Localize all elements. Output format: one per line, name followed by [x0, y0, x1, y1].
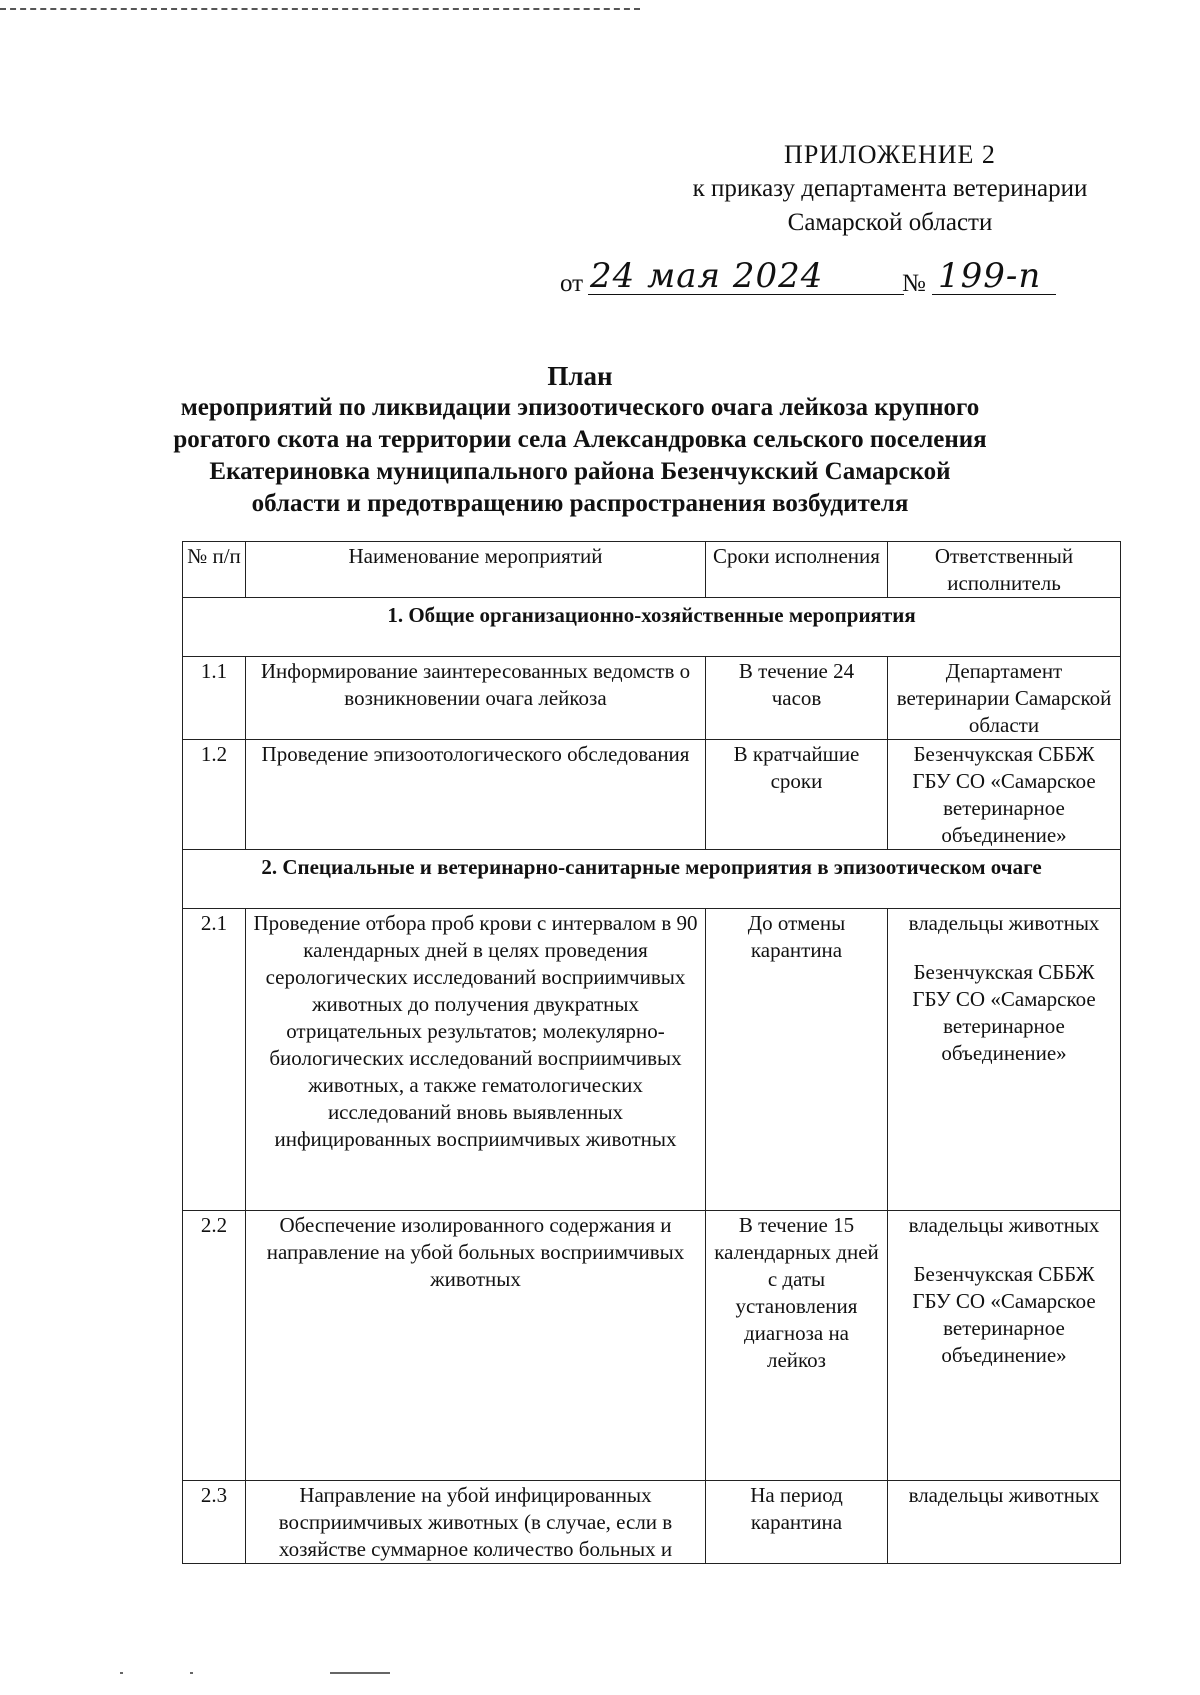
row-name: Обеспечение изолированного содержания и направление на убой больных восприимчивых животных [246, 1211, 706, 1481]
table-row [183, 740, 1121, 850]
plan-title-line-4: области и предотвращению распространения возбудителя [251, 490, 909, 517]
number-label: № [902, 270, 926, 297]
plan-table [182, 541, 1121, 1564]
table-row [183, 909, 1121, 1211]
row-num: 1.1 [183, 657, 246, 740]
date-underline [588, 294, 904, 295]
row-term: В кратчайшие сроки [706, 740, 888, 850]
section-row-2 [183, 850, 1121, 909]
number-underline [932, 294, 1056, 295]
order-date-number-row [560, 256, 1160, 296]
section-2-title: 2. Специальные и ветеринарно-санитарные мероприятия в эпизоотическом очаге [183, 850, 1121, 909]
row-responsible-text: Департамент ветеринарии Самарской области [896, 659, 1112, 737]
row-responsible-text: владельцы животных [908, 911, 1100, 935]
row-responsible-text-2: Безенчукская СББЖ ГБУ СО «Самарское ветеринарное объединение» [912, 960, 1096, 1065]
row-num: 2.2 [183, 1211, 246, 1481]
table-row [183, 657, 1121, 740]
responsible-gap [894, 937, 1114, 959]
row-responsible-text: владельцы животных [908, 1213, 1100, 1237]
row-name: Информирование заинтересованных ведомств о возникновении очага лейкоза [246, 657, 706, 740]
row-responsible [888, 909, 1121, 1211]
row-responsible [888, 740, 1121, 850]
row-num: 2.3 [183, 1481, 246, 1564]
plan-title-block [140, 360, 1020, 520]
header-num: № п/п [183, 542, 246, 598]
handwritten-date: 24 мая 2024 [590, 256, 824, 296]
table-header-row [183, 542, 1121, 598]
row-responsible-text: владельцы животных [908, 1483, 1100, 1507]
row-responsible [888, 1211, 1121, 1481]
table-row [183, 1211, 1121, 1481]
row-term: До отмены карантина [706, 909, 888, 1211]
scan-footer-marks [120, 1668, 440, 1678]
row-name: Проведение отбора проб крови с интервалом в 90 календарных дней в целях проведения серологических исследований восприимчивых животных до получения двукратных отрицательных результатов; молекулярно-биологических исследований восприимчивых животных, а также гематологических исследований вновь выявленных инфицированных восприимчивых животных [246, 909, 706, 1211]
section-1-title: 1. Общие организационно-хозяйственные мероприятия [183, 598, 1121, 657]
scan-speck [330, 1672, 390, 1674]
plan-title-line-2: рогатого скота на территории села Александровка сельского поселения [173, 426, 987, 453]
row-term: В течение 15 календарных дней с даты установления диагноза на лейкоз [706, 1211, 888, 1481]
row-responsible [888, 1481, 1121, 1564]
appendix-line-1: к приказу департамента ветеринарии [692, 175, 1088, 202]
responsible-gap [894, 1239, 1114, 1261]
section-row-1 [183, 598, 1121, 657]
header-responsible: Ответственный исполнитель [888, 542, 1121, 598]
row-responsible-text-2: Безенчукская СББЖ ГБУ СО «Самарское ветеринарное объединение» [912, 1262, 1096, 1367]
row-num: 2.1 [183, 909, 246, 1211]
plan-heading: План [547, 361, 613, 391]
handwritten-number: 199-п [938, 256, 1042, 296]
header-name: Наименование мероприятий [246, 542, 706, 598]
header-term: Сроки исполнения [706, 542, 888, 598]
appendix-title: ПРИЛОЖЕНИЕ 2 [784, 140, 996, 169]
appendix-line-2: Самарской области [787, 209, 993, 236]
scan-edge-mark [0, 8, 640, 10]
scan-speck [120, 1672, 123, 1674]
row-name: Направление на убой инфицированных восприимчивых животных (в случае, если в хозяйстве суммарное количество больных и [246, 1481, 706, 1564]
plan-title-line-1: мероприятий по ликвидации эпизоотического очага лейкоза крупного [180, 394, 980, 421]
row-name: Проведение эпизоотологического обследования [246, 740, 706, 850]
row-responsible [888, 657, 1121, 740]
row-num: 1.2 [183, 740, 246, 850]
row-responsible-text: Безенчукская СББЖ ГБУ СО «Самарское ветеринарное объединение» [912, 742, 1096, 847]
row-term: На период карантина [706, 1481, 888, 1564]
scan-speck [190, 1672, 193, 1674]
table-row [183, 1481, 1121, 1564]
row-term: В течение 24 часов [706, 657, 888, 740]
appendix-block [660, 138, 1120, 240]
from-label: от [560, 270, 584, 297]
plan-title-line-3: Екатериновка муниципального района Безенчукский Самарской [209, 458, 951, 485]
